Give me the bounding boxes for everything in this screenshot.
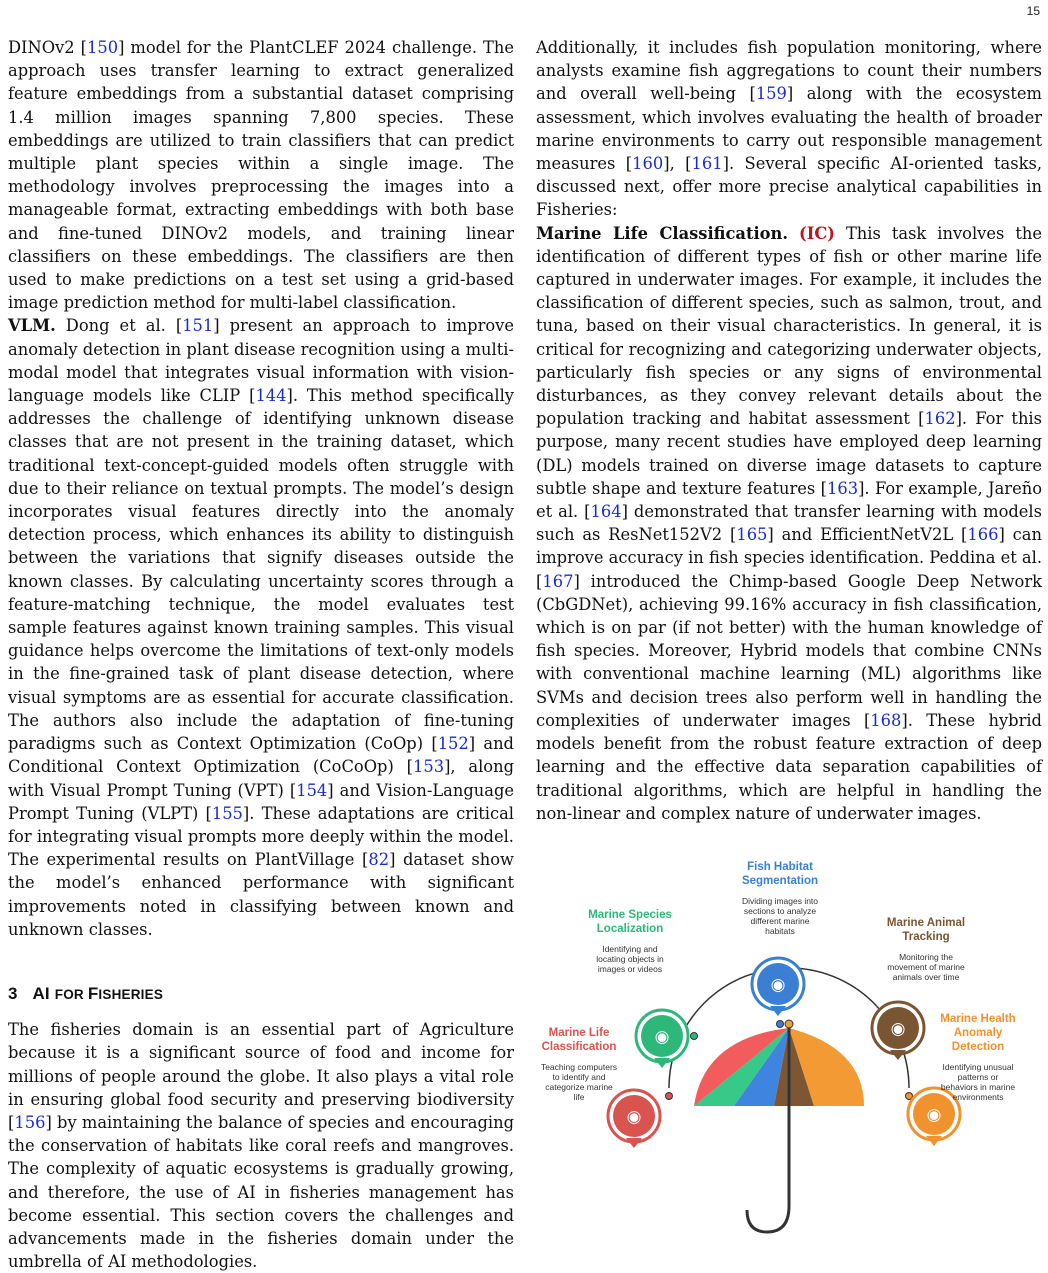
citation-link[interactable]: 150: [86, 38, 119, 57]
task-description: images or videos: [597, 964, 663, 974]
text-run: [788, 224, 799, 243]
task-title: Marine Life: [548, 1027, 610, 1039]
text-run: ]. For this purpose, many recent studies have employed deep learning (DL) models trained on diverse image datasets to capture subtle shape and texture features [: [536, 409, 1042, 498]
fish-icon: ◉: [926, 1105, 942, 1125]
citation-link[interactable]: 166: [967, 525, 999, 545]
section-title-part: F: [87, 983, 99, 1003]
task-node: [742, 861, 818, 1028]
task-description: to identify and: [552, 1072, 606, 1082]
text-run: ] dataset show the model’s enhanced performance with significant improvements noted in classifying between known and unknown classes.: [8, 850, 514, 939]
task-title: Localization: [596, 923, 664, 935]
task-title: Anomaly: [953, 1027, 1003, 1039]
task-description: patterns or: [957, 1072, 999, 1082]
paragraph-fisheries-intro: [8, 1018, 514, 1273]
text-run: ] present an approach to improve anomaly detection in plant disease recognition using a multimodal model that integrates visual information with visionlanguage models like CLIP [: [8, 316, 514, 406]
section-heading: [8, 982, 514, 1006]
connector-dot: [777, 1021, 784, 1028]
task-title: Marine Species: [588, 909, 672, 921]
citation-link[interactable]: 156: [14, 1112, 46, 1132]
page-number: 15: [1026, 4, 1040, 18]
paragraph-population-monitoring: [536, 36, 1042, 222]
task-title: Marine Animal: [886, 917, 966, 929]
text-run: ] and EfficientNetV2L [: [767, 525, 968, 545]
citation-link[interactable]: 152: [437, 734, 469, 754]
text-run: Additionally, it includes fish population monitoring, where analysts examine fish aggregations to count their numbers and overall well-being [: [536, 38, 1042, 104]
citation-link[interactable]: 160: [632, 154, 664, 174]
text-run: DINOv2 [: [8, 38, 87, 57]
text-run: ]. These adaptations are critical for integrating visual prompts more deeply within the model. The experimental results on PlantVillage [: [8, 803, 515, 870]
task-title: Fish Habitat: [747, 861, 813, 873]
left-column: [8, 36, 514, 1273]
citation-link[interactable]: 155: [211, 803, 243, 823]
section-title-part: AI: [32, 983, 55, 1003]
text-run: ], [: [663, 154, 692, 174]
task-description: Dividing images into: [741, 896, 819, 906]
text-run: This task involves the identification of different types of fish or other marine life captured in underwater images. For example, it includes the classification of different species, such as salmon, trout, and tuna, based on their visual characteristics. In general, it is critical for recognizing and categorizing underwater objects, particularly fish species or any signs of environmental disturbances, as they convey relevant details about the population tracking and habitat assessment [: [536, 223, 1042, 429]
task-description: movement of marine: [887, 962, 965, 972]
pin-tail: [770, 1006, 786, 1016]
citation-link[interactable]: 165: [736, 525, 768, 545]
citation-link[interactable]: 164: [590, 502, 622, 522]
umbrella-diagram: [534, 858, 1044, 1264]
fish-icon: ◉: [654, 1027, 670, 1047]
citation-link[interactable]: 163: [826, 478, 859, 498]
text-run: ]. For example, Jareño et al. [: [536, 478, 1042, 522]
task-description: different marine: [750, 916, 810, 926]
run-in-heading: VLM.: [8, 316, 56, 336]
pin-tail: [626, 1138, 642, 1148]
connector-dot: [666, 1093, 673, 1100]
umbrella-canopy: [694, 1028, 864, 1106]
pin-tail: [890, 1050, 906, 1060]
task-description: Monitoring the: [899, 952, 953, 962]
task-description: habitats: [765, 926, 795, 936]
paragraph-dinov2: [8, 36, 514, 314]
citation-link[interactable]: 151: [182, 316, 214, 336]
citation-link[interactable]: 82: [368, 850, 390, 870]
connector-dot: [691, 1033, 698, 1040]
citation-link[interactable]: 162: [924, 409, 956, 429]
citation-link[interactable]: 168: [870, 710, 902, 730]
pin-tail: [654, 1058, 670, 1068]
text-run: ] and Conditional Context Optimization (CoCoOp) [: [8, 734, 514, 777]
task-tag: (IC): [799, 223, 835, 243]
task-title: Classification: [541, 1041, 617, 1053]
task-description: environments: [952, 1092, 1004, 1102]
section-number: 3: [8, 983, 18, 1003]
text-run: ] along with the ecosystem assessment, which involves evaluating the health of broader marine environments to carry out responsible management measures [: [536, 84, 1042, 174]
task-description: Teaching computers: [540, 1062, 618, 1072]
text-run: The fisheries domain is an essential part of Agriculture because it is a significant source of food and income for millions of people around the globe. It also plays a vital role in ensuring global food security and preserving biodiversity [: [8, 1020, 514, 1132]
fisheries-tasks-figure: [534, 858, 1044, 1264]
task-description: Identifying and: [602, 944, 658, 954]
task-title: Tracking: [902, 931, 950, 943]
citation-link[interactable]: 159: [755, 84, 787, 104]
text-run: ] by maintaining the balance of species and encouraging the conservation of habitats like coral reefs and mangroves. The complexity of aquatic ecosystems is gradually growing, and therefore, the use of AI in fisheries management has become essential. This section covers the challenges and advancements made in the fisheries domain under the umbrella of AI methodologies.: [8, 1112, 514, 1272]
task-description: life: [573, 1092, 585, 1102]
citation-link[interactable]: 154: [296, 780, 328, 800]
text-run: ] demonstrated that transfer learning with models such as ResNet152V2 [: [536, 502, 1042, 545]
text-run: ] introduced the Chimp-based Google Deep Network (CbGDNet), achieving 99.16% accuracy in fish classification, which is on par (if not better) with the human knowledge of fish species. Moreover, Hybrid models that combine CNNs with conventional machine learning (ML) algorithms like SVMs and decision trees also perform well in handling the complexities of underwater images [: [536, 571, 1042, 730]
fish-icon: ◉: [626, 1107, 642, 1127]
text-run: ] and Vision-Language Prompt Tuning (VLPT) [: [8, 780, 515, 823]
task-title: Detection: [951, 1041, 1005, 1053]
task-description: locating objects in: [596, 954, 664, 964]
text-run: Dong et al. [: [55, 316, 183, 336]
task-description: categorize marine: [545, 1082, 613, 1092]
paragraph-vlm: [8, 314, 514, 940]
section-title-part: FOR: [54, 986, 88, 1002]
citation-link[interactable]: 161: [691, 154, 723, 174]
paragraph-marine-life-classification: [536, 222, 1042, 825]
task-description: behaviors in marine: [940, 1082, 1016, 1092]
text-run: ]. Several specific AI-oriented tasks, discussed next, offer more precise analytical capabilities in Fisheries:: [536, 154, 1042, 220]
text-run: ]. This method specifically addresses the challenge of identifying unknown disease classes that are not present in the training dataset, which traditional text-concept-guided models often struggle with due to their reliance on textual prompts. The model’s design incorporates visual features directly into the anomaly detection process, which enhances its ability to distinguish between the variations that signify diseases outside the known classes. By calculating uncertainty scores through a feature-matching technique, the model evaluates test sample features against known training samples. This visual guidance helps overcome the limitations of text-only models in the fine-grained task of plant disease detection, where visual symptoms are as essential for accurate classification. The authors also include the adaptation of fine-tuning paradigms such as Context Optimization (CoOp) [: [8, 386, 514, 754]
pin-tail: [926, 1136, 942, 1146]
citation-link[interactable]: 144: [255, 386, 287, 406]
task-description: Identifying unusual: [942, 1062, 1014, 1072]
text-run: ] model for the PlantCLEF 2024 challenge. The approach uses transfer learning to extract generalized feature embeddings from a substantial dataset comprising 1.4 million images spanning 7,800 species. These embeddings are utilized to train classifiers that can predict multiple plant species within a single image. The methodology involves preprocessing the images into a manageable format, extracting embeddings with both base and fine-tuned DINOv2 models, and training linear classifiers on these embeddings. The classifiers are then used to make predictions on a test set using a grid-based image prediction method for multi-label classification.: [8, 38, 514, 313]
citation-link[interactable]: 167: [542, 571, 574, 591]
section-title-part: ISHERIES: [98, 986, 164, 1002]
task-title: Segmentation: [741, 875, 819, 887]
run-in-heading: Marine Life Classification.: [536, 223, 789, 243]
task-description: sections to analyze: [743, 906, 817, 916]
umbrella-tip: [785, 1020, 793, 1028]
text-run: ]. These hybrid models benefit from the robust feature extraction of deep learning and the effective data separation capabilities of traditional algorithms, which are helpful in handling the non-linear and complex nature of underwater images.: [536, 710, 1042, 823]
task-description: animals over time: [892, 972, 960, 982]
text-run: ], along with Visual Prompt Tuning (VPT) [: [8, 757, 515, 800]
fish-icon: ◉: [890, 1019, 906, 1039]
task-title: Marine Health: [940, 1013, 1016, 1025]
citation-link[interactable]: 153: [412, 757, 445, 777]
task-node: [872, 917, 965, 1060]
fish-icon: ◉: [770, 975, 786, 995]
text-run: ] can improve accuracy in fish species identification. Peddina et al. [: [536, 525, 1043, 591]
right-column: [536, 36, 1042, 825]
